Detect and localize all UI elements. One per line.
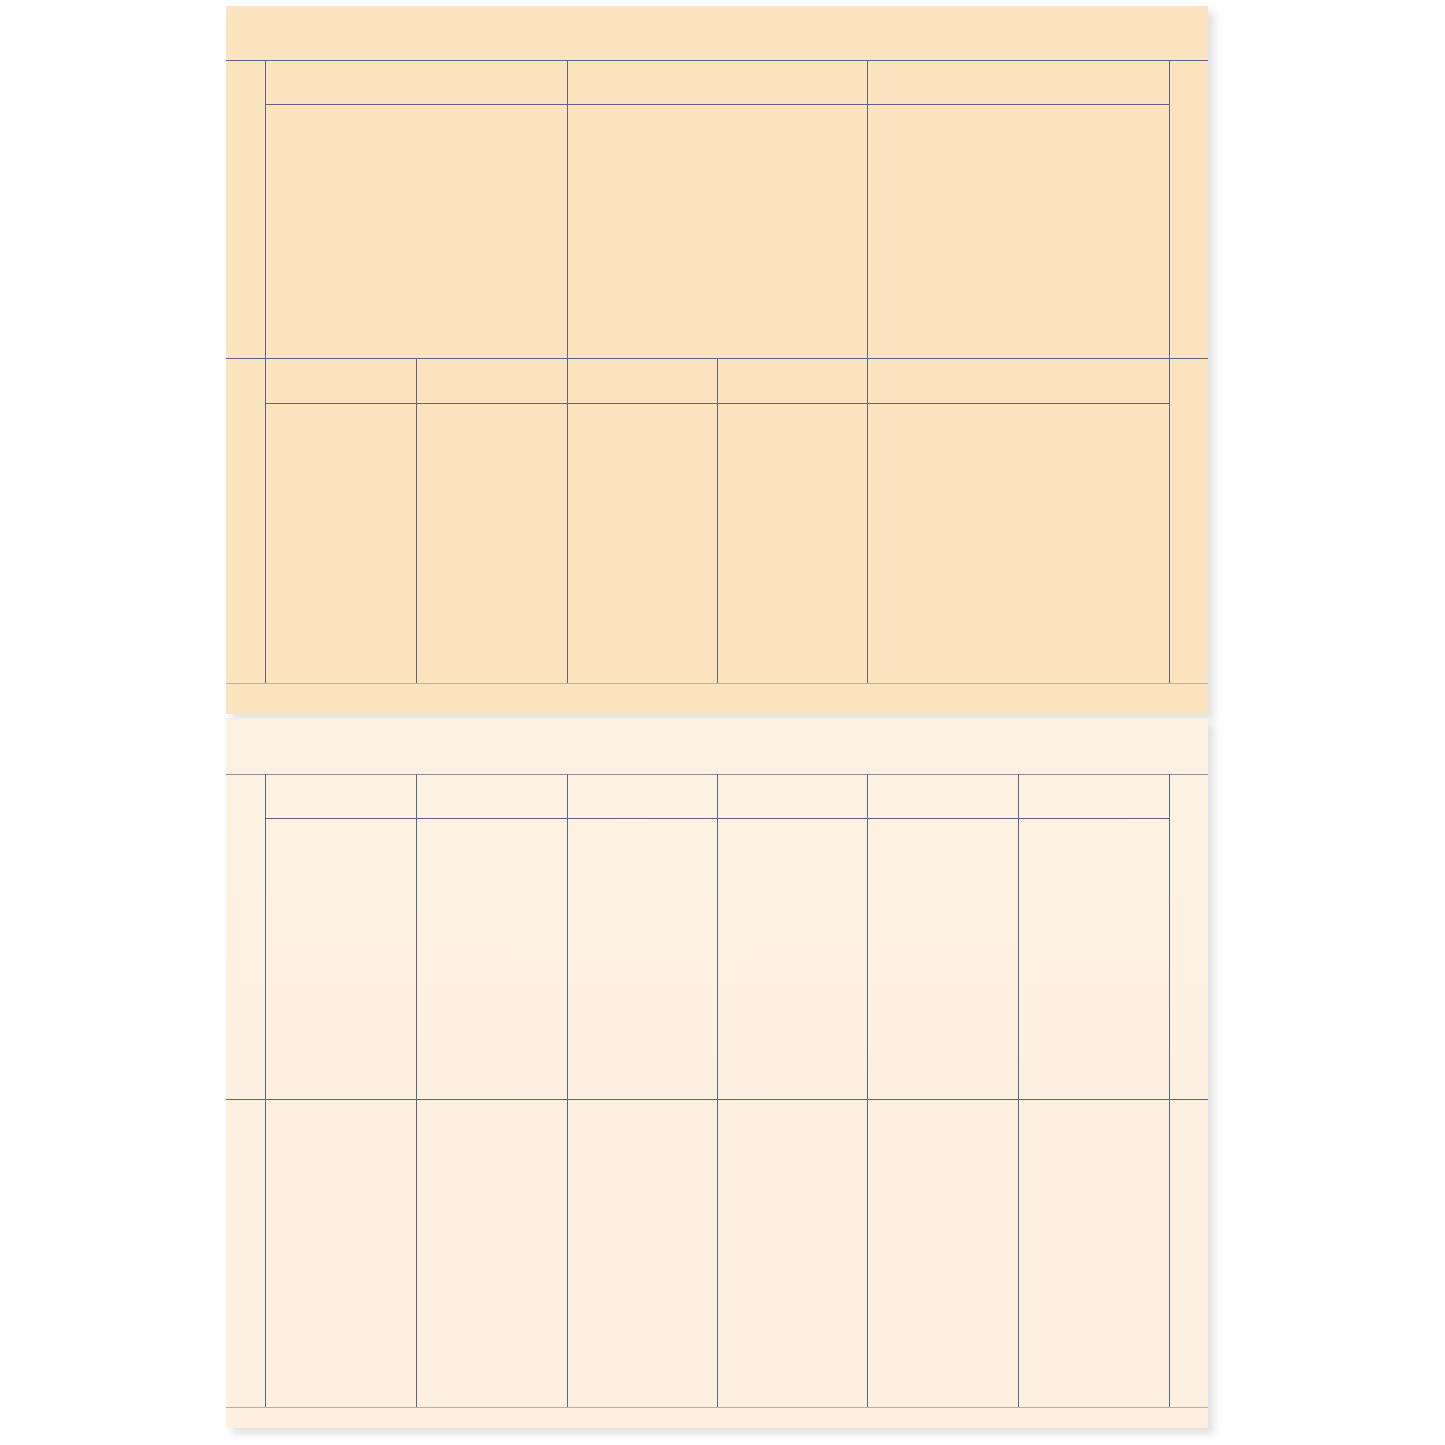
what-im-proud-of-field[interactable] xyxy=(568,105,866,357)
list-col-divider xyxy=(416,358,417,683)
what-ive-learned-field[interactable] xyxy=(266,105,566,357)
from-month-field[interactable] xyxy=(1006,734,1046,752)
list-col-divider xyxy=(567,358,568,683)
weekly-notes-sheet xyxy=(226,6,1208,714)
tracker-right-border xyxy=(1169,60,1170,683)
day-col-divider xyxy=(867,774,868,1407)
list-header-line xyxy=(265,403,1169,404)
bottom-border-line xyxy=(226,1407,1208,1408)
top-border-line xyxy=(226,60,1208,61)
list-col-divider xyxy=(717,358,718,683)
weekly-planner-sheet xyxy=(226,718,1208,1428)
bottom-border-line xyxy=(226,683,1208,684)
day-col-divider xyxy=(416,774,417,1407)
day-col-divider xyxy=(567,774,568,1407)
day-col-divider xyxy=(1018,774,1019,1407)
weekday-header-line xyxy=(265,818,1169,819)
from-day-field[interactable] xyxy=(1056,734,1096,752)
gutter-line xyxy=(265,774,266,1407)
day-col-divider xyxy=(717,774,718,1407)
right-border-line xyxy=(1169,774,1170,1407)
to-month-field[interactable] xyxy=(1124,734,1162,752)
tracker-left-border xyxy=(867,60,868,683)
